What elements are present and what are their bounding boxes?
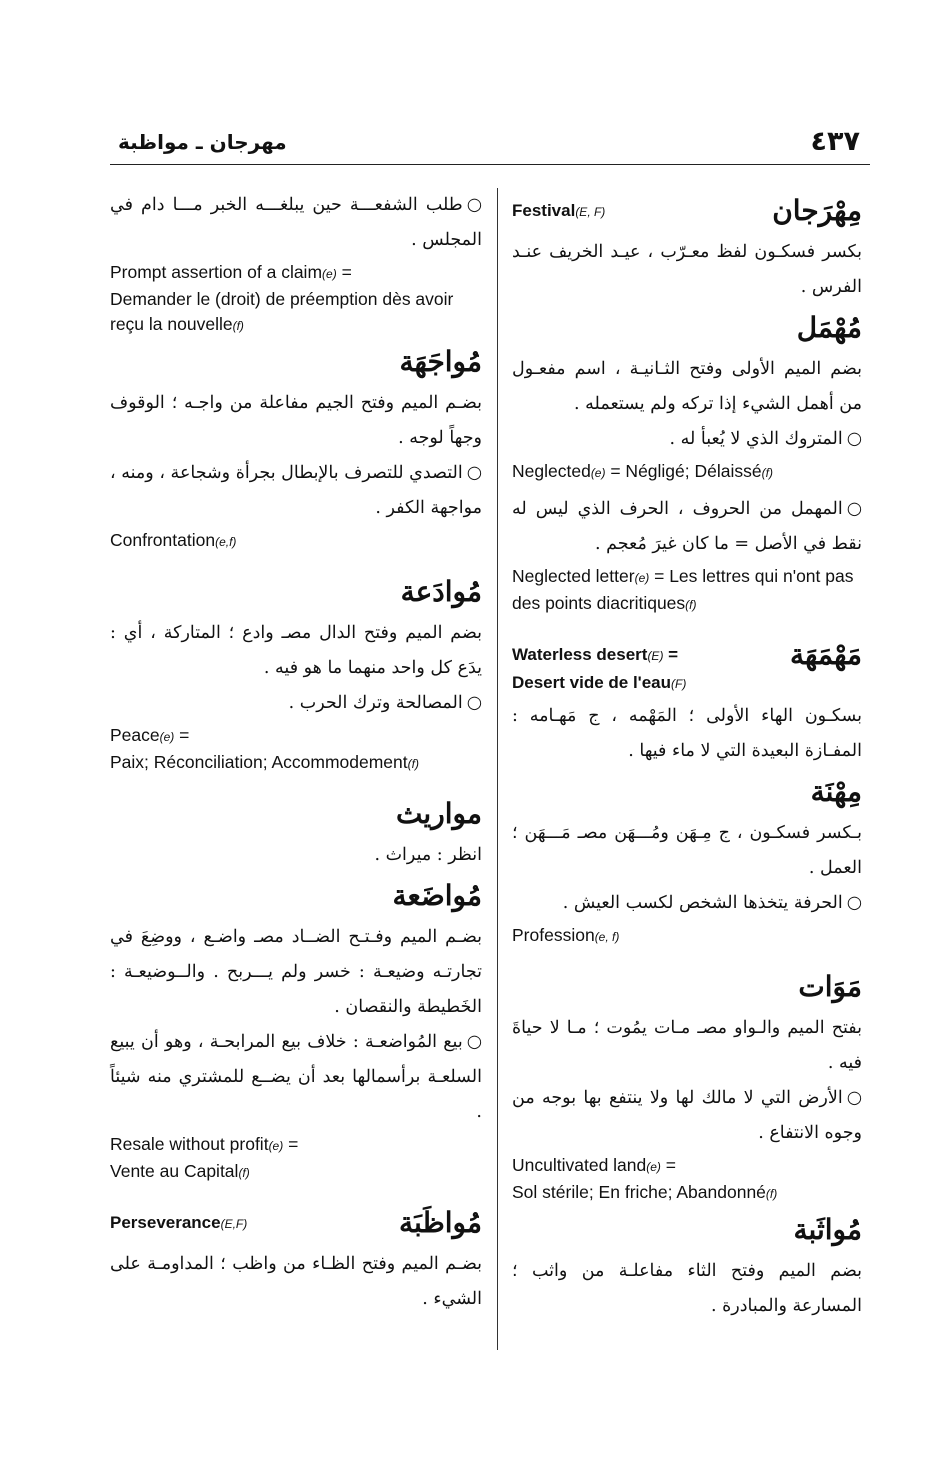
circle-bullet-icon: ○ (466, 693, 482, 713)
headword: مُواثَبة (793, 1213, 862, 1246)
page-title: مهرجان ـ مواظبة (118, 130, 287, 154)
definition: بكسر فسكـون لفظ معـرّب ، عيـد الخريف عنـد الفرس . (512, 242, 862, 297)
entry-head (110, 797, 482, 830)
circle-bullet-icon: ○ (466, 463, 482, 483)
sense-item: ○المتروك الذي لا يُعبأ له . (512, 422, 862, 457)
entry-head (110, 1206, 482, 1239)
cross-reference: انظر : ميراث . (374, 845, 482, 865)
entry-mahmaha (512, 638, 862, 769)
entry-muwadaa (110, 575, 482, 777)
definition: بضم الميم الأولى وفتح الثـانيـة ، اسم مفعـول من أهمل الشيء إذا تركه ولم يستعمله . (512, 359, 862, 414)
definition: بفتح الميم والـواو مصـ مـات يمُوت ؛ مـا لا حياةَ فيه . (512, 1018, 862, 1073)
translation: Resale without profit(e) = Vente au Capital(f) (110, 1134, 299, 1181)
entry-head (512, 970, 862, 1003)
headword: مَوَات (798, 970, 862, 1003)
definition: بـكسر فسكـون ، ج مِـهَن ومُـــهَن مصـ مَـــهَن ؛ العمل . (512, 823, 862, 878)
english-headword: Festival(E, F) (512, 200, 606, 220)
entry-muwajaha (110, 345, 482, 555)
entry-muhmal (512, 311, 862, 618)
circle-bullet-icon: ○ (466, 195, 482, 215)
headword: مواريث (395, 797, 482, 830)
entry-muwathaba (512, 1213, 862, 1324)
sense-item: ○الأرض التي لا مالك لها ولا ينتفع بها بوجه من وجوه الانتفاع . (512, 1081, 862, 1151)
definition: بضـم الميم وفـتـح الضــاد مصـ واضـع ، ووضِعَ في تجارتـه وضيعـة : خسر ولم يـــربح . والــوضيعـة : الخَطيطة والنقصان . (110, 927, 482, 1017)
english-headword: Waterless desert(E) = (512, 644, 679, 664)
headword: مُواجَهَة (399, 345, 482, 378)
circle-bullet-icon: ○ (846, 1088, 862, 1108)
headword: مِهْرَجان (772, 194, 862, 227)
english-headword-fr: Desert vide de l'eau(F) (512, 673, 687, 692)
definition: بضم الميم وفتح الدال مصـ وادع ؛ المتاركة ، أي : يدَع كل واحد منهما ما هو فيه . (110, 623, 482, 678)
right-column (512, 188, 862, 1324)
definition: بضـم الميم وفتح الظـاء من واظب ؛ المداومـة على الشيء . (110, 1254, 482, 1309)
entry-mawat (512, 970, 862, 1207)
definition: بضم الميم وفتح الثاء مفاعلـة من واثب ؛ المسارعة والمبادرة . (512, 1261, 862, 1316)
sense-item: ○بيع المُواضعـة : خلاف بيع المرابحـة ، وهو أن يبيع السلعـة برأسمالها بعد أن يضــع للمشتري منه شيئاً . (110, 1025, 482, 1130)
entry-head (512, 194, 862, 227)
translation: Neglected(e) = Négligé; Délaissé(f) (512, 461, 773, 481)
page-number: ٤٣٧ (810, 126, 860, 157)
entry-head (110, 345, 482, 378)
entry-continued (110, 188, 482, 339)
entry-head (110, 879, 482, 912)
translation: Uncultivated land(e) = Sol stérile; En friche; Abandonné(f) (512, 1155, 778, 1202)
english-headword: Perseverance(E,F) (110, 1212, 248, 1232)
translation: Confrontation(e,f) (110, 530, 237, 550)
entry-muwadaa-sale (110, 879, 482, 1186)
sense-item: ○المصالحة وترك الحرب . (110, 686, 482, 721)
circle-bullet-icon: ○ (466, 1032, 482, 1052)
headword: مِهْنَة (810, 775, 862, 808)
definition: بضـم الميم وفتح الجيم مفاعلة من واجـه ؛ الوقوف وجهاً لوجه . (110, 393, 482, 448)
translation: Profession(e, f) (512, 925, 620, 945)
circle-bullet-icon: ○ (846, 429, 862, 449)
headword: مُواضَعة (392, 879, 482, 912)
entry-head (512, 311, 862, 344)
entry-head (110, 575, 482, 608)
headword: مُوادَعة (400, 575, 482, 608)
sense-item: ○الحرفة يتخذها الشخص لكسب العيش . (512, 886, 862, 921)
entry-mihna (512, 775, 862, 950)
sense-item: ○التصدي للتصرف بالإبطال بجرأة وشجاعة ، ومنه ، مواجهة الكفر . (110, 456, 482, 526)
circle-bullet-icon: ○ (846, 893, 862, 913)
column-divider (497, 188, 498, 1350)
sense-item: ○المهمل من الحروف ، الحرف الذي ليس له نقط في الأصل = ما كان غيرَ مُعجم . (512, 492, 862, 562)
running-header (110, 126, 870, 165)
definition: بسكـون الهاء الأولى ؛ المَهْمه ، ج مَهـامه : المفـازة البعيدة التي لا ماء فيها . (512, 706, 862, 761)
sense-item: ○طلب الشفعـــة حين يبلغـــه الخبر مـــا دام في المجلس . (110, 188, 482, 258)
entry-muwadhaba (110, 1206, 482, 1317)
headword: مُهْمَل (796, 311, 862, 344)
translation: Peace(e) = Paix; Réconciliation; Accommodement(f) (110, 725, 419, 772)
entry-head (512, 775, 862, 808)
entry-mihrajan (512, 194, 862, 305)
entry-head (512, 638, 862, 671)
headword: مَهْمَهَة (789, 638, 862, 671)
entry-mawarith (110, 797, 482, 873)
left-column (110, 188, 482, 1317)
circle-bullet-icon: ○ (846, 499, 862, 519)
translation: Neglected letter(e) = Les lettres qui n'ont pas des points diacritiques(f) (512, 566, 854, 613)
translation: Prompt assertion of a claim(e) = Demander le (droit) de préemption dès avoir reçu la nouvelle(f) (110, 262, 454, 334)
headword: مُواظَبَة (399, 1206, 482, 1239)
entry-head (512, 1213, 862, 1246)
